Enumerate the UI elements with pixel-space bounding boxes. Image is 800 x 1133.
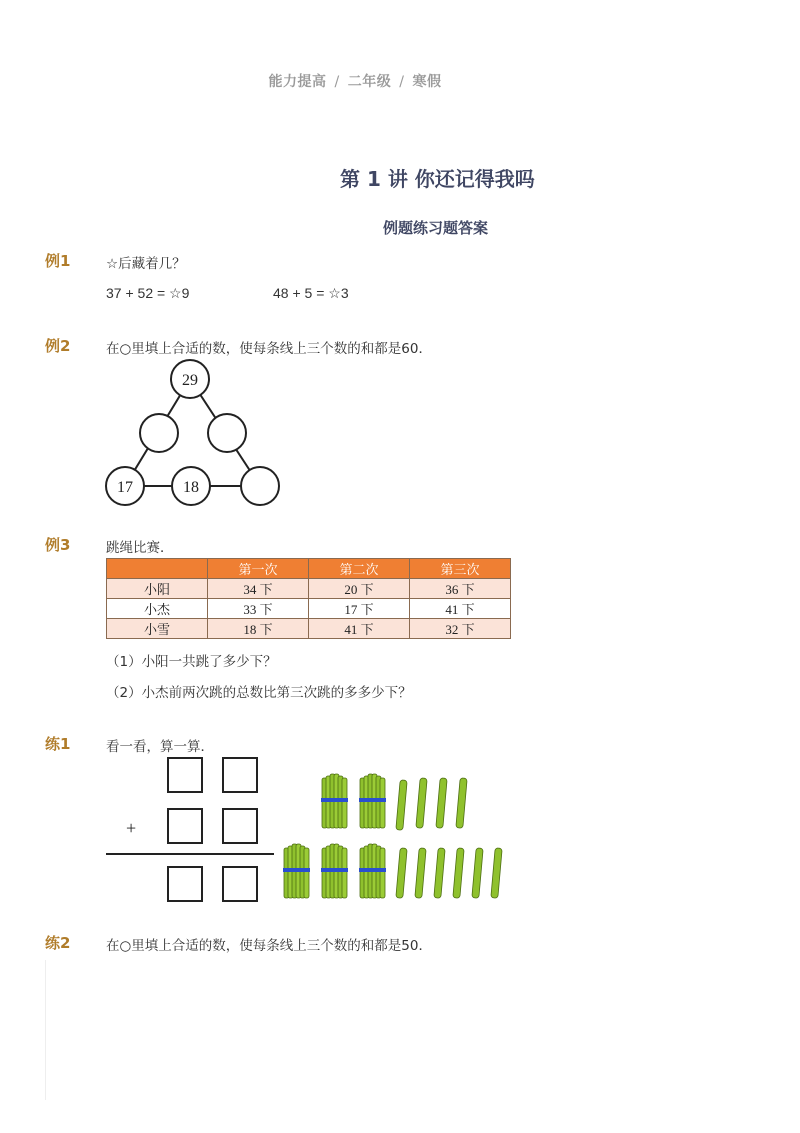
circle-top-value: 29	[182, 372, 198, 389]
ex3-subquestion-1: （1）小阳一共跳了多少下？	[106, 654, 277, 670]
answer-box[interactable]	[167, 866, 203, 902]
single-stick	[434, 848, 445, 898]
answer-box[interactable]	[222, 866, 258, 902]
table-cell: 小杰	[107, 599, 208, 619]
ex3-subquestion-2: （2）小杰前两次跳的总数比第三次跳的多多少下？	[106, 685, 412, 701]
ex2-question: 在○里填上合适的数，使每条线上三个数的和都是60．	[106, 341, 432, 357]
table-header-cell	[107, 559, 208, 579]
circle-bottom-right	[241, 467, 279, 505]
stick-bundle	[359, 774, 386, 828]
ex3-question: 跳绳比赛．	[106, 540, 174, 556]
single-stick	[416, 778, 427, 828]
margin-line	[45, 960, 46, 1100]
ex3-label: 例3	[45, 536, 71, 554]
ex1-equation-1: 37 + 52 = ☆9	[106, 285, 190, 301]
answer-box[interactable]	[167, 808, 203, 844]
table-cell: 小阳	[107, 579, 208, 599]
table-cell: 36 下	[410, 579, 511, 599]
table-header-row	[107, 559, 511, 579]
number-triangle-diagram	[100, 358, 290, 508]
table-cell: 18 下	[208, 619, 309, 639]
table-cell: 41 下	[410, 599, 511, 619]
stick-bundle	[359, 844, 386, 898]
header-part3: 寒假	[412, 74, 442, 90]
circle-bottom-left-value: 17	[117, 479, 133, 496]
table-cell: 34 下	[208, 579, 309, 599]
pr2-label: 练2	[45, 934, 71, 952]
pr1-label: 练1	[45, 735, 71, 753]
counting-sticks-illustration	[278, 768, 518, 903]
table-row	[107, 599, 511, 619]
table-cell: 小雪	[107, 619, 208, 639]
ex1-label: 例1	[45, 252, 71, 270]
header-part2: 二年级	[347, 74, 392, 90]
table-row	[107, 579, 511, 599]
header-part1: 能力提高	[268, 74, 327, 90]
single-stick	[436, 778, 447, 828]
stick-bundle	[283, 844, 310, 898]
single-stick	[491, 848, 502, 898]
answer-box[interactable]	[222, 808, 258, 844]
jump-rope-table	[106, 558, 511, 639]
header-sep: /	[334, 74, 340, 90]
table-cell: 20 下	[309, 579, 410, 599]
running-header	[0, 71, 710, 91]
single-stick	[456, 778, 467, 828]
stick-bundle	[321, 844, 348, 898]
stick-bundle	[321, 774, 348, 828]
answer-box[interactable]	[222, 757, 258, 793]
circle-right-mid	[208, 414, 246, 452]
sum-line	[106, 853, 274, 855]
single-stick	[396, 848, 407, 898]
ex2-label: 例2	[45, 337, 71, 355]
single-stick	[415, 848, 426, 898]
header-sep: /	[399, 74, 405, 90]
circle-left-mid	[140, 414, 178, 452]
pr2-question: 在○里填上合适的数，使每条线上三个数的和都是50．	[106, 938, 432, 954]
single-stick	[472, 848, 483, 898]
plus-sign: +	[126, 818, 137, 838]
circle-bottom-mid-value: 18	[183, 479, 199, 496]
answer-box[interactable]	[167, 757, 203, 793]
single-stick	[396, 780, 407, 830]
table-header-cell: 第三次	[410, 559, 511, 579]
ex1-equation-2: 48 + 5 = ☆3	[273, 285, 349, 301]
table-cell: 41 下	[309, 619, 410, 639]
ex1-question: ☆后藏着几？	[106, 256, 186, 272]
page-title: 第 1 讲 你还记得我吗	[340, 167, 535, 191]
table-cell: 32 下	[410, 619, 511, 639]
table-header-cell: 第二次	[309, 559, 410, 579]
table-cell: 33 下	[208, 599, 309, 619]
single-stick	[453, 848, 464, 898]
table-row	[107, 619, 511, 639]
page-subtitle: 例题练习题答案	[383, 219, 489, 237]
table-header-cell: 第一次	[208, 559, 309, 579]
table-cell: 17 下	[309, 599, 410, 619]
pr1-question: 看一看，算一算．	[106, 739, 214, 755]
